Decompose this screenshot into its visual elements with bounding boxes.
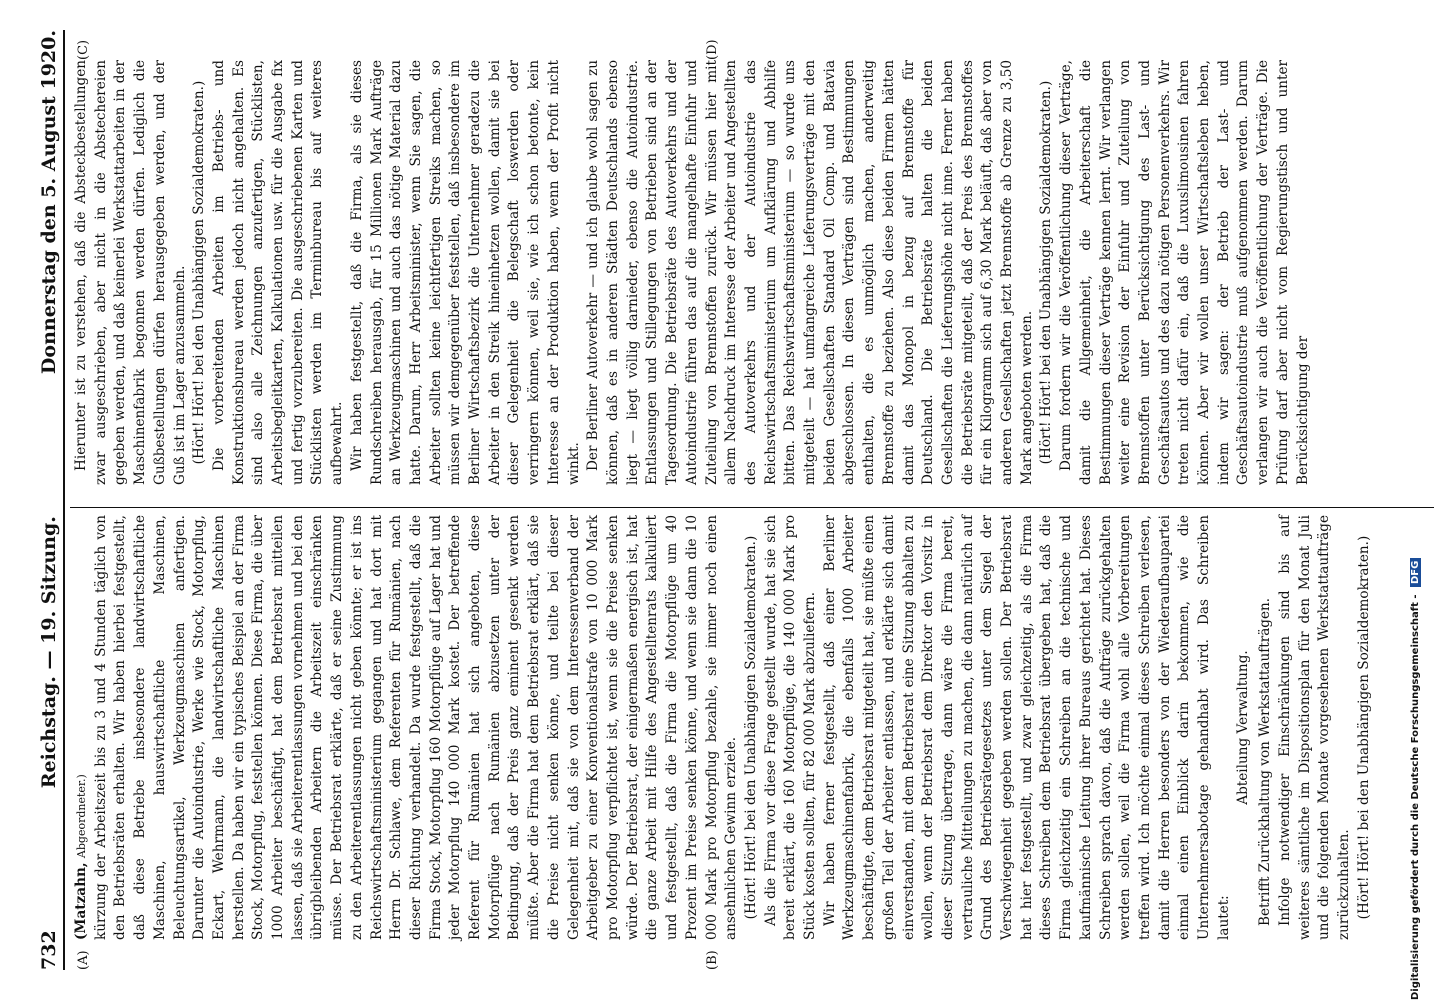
right-paragraph-2: Die vorbereitenden Arbeiten im Betriebs- und Konstruktionsbureau werden jedoch nicht angehalten. Es sind also alle Zeichnungen anzufertigen, Stücklisten, Arbeitsbegleitkarten, Kalkulationen usw. für die Ausgabe fix und fertig vorzubereiten. Die ausgeschriebenen Karten und Stücklisten werden im Terminbureau bis auf weiteres aufbewahrt. [210,60,346,485]
speaker-name: (Matzahn, [73,862,89,940]
left-column [72,515,1374,940]
session-title: Reichstag. — 19. Sitzung. [38,516,60,789]
dfg-logo: DFG [1410,558,1421,587]
right-interjection-2: (Hört! Hört! bei den Unabhängigen Sozialdemokraten.) [1038,80,1055,465]
right-paragraph-5: Darum fordern wir die Veröffentlichung dieser Verträge, damit die Allgemeinheit, die Arbeiterschaft die Bestimmungen dieser Verträge kennen lernt. Wir verlangen weiter eine Revision der Einfuhr und Zuteilung von Brennstoffen unter Berücksichtigung des Last- und Geschäftsautos und des dazu nötigen Personenverkehrs. Wir treten nicht dafür ein, daß die Luxuslimousinen fahren können. Aber wir wollen unser Wirtschaftsleben heben, indem wir sagen: der Betrieb der Last- und Geschäftsautoindustrie muß aufgenommen werden. Darum verlangen wir auch die Veröffentlichung der Verträge. Die Prüfung darf aber nicht vom Regierungstisch und unter Berücksichtigung der [1058,60,1311,485]
right-column [72,60,1313,485]
session-date: Donnerstag den 5. August 1920. [38,30,60,375]
right-paragraph-4: Der Berliner Autoverkehr — und ich glaube wohl sagen zu können, daß es in anderen Städten Deutschlands ebenso liegt — liegt völlig darnieder, ebenso die Autoindustrie. Entlassungen und Stillegungen von Betrieben sind an der Tagesordnung. Die Betriebsräte des Autoverkehrs und der Autoindustrie führen das auf die mangelhafte Einfuhr und Zuteilung von Brennstoffen zurück. Wir müssen hier mit allem Nachdruck im Interesse der Arbeiter und Angestellten des Autoverkehrs und der Autoindustrie das Reichswirtschaftsministerium um Aufklärung und Abhilfe bitten. Das Reichswirtschaftsministerium — so wurde uns mitgeteilt — hat umfangreiche Lieferungsverträge mit den beiden Gesellschaften Standard Oil Comp. und Batavia abgeschlossen. In diesen Verträgen sind Bestimmungen enthalten, die es unmöglich machen, anderweitig Brennstoffe zu beziehen. Also diese beiden Firmen hätten damit das Monopol in bezug auf Brennstoffe für Deutschland. Die Betriebsräte halten die beiden Gesellschaften die Lieferungshöhe nicht inne. Ferner haben die Betriebsräte mitgeteilt, daß der Preis des Brennstoffes für ein Kilogramm sich auf 6,30 Mark beläuft, daß aber von anderen Gesellschaften jetzt Brennstoffe ab Grenze zu 3,50 Mark angeboten werden. [585,60,1035,485]
right-interjection-1: (Hört! Hört! bei den Unabhängigen Sozialdemokraten.) [191,80,208,465]
margin-marker-a: (A) [76,950,91,970]
margin-marker-b: (B) [705,950,720,970]
page-number: 732 [38,930,60,970]
margin-marker-c: (C) [76,39,91,60]
quote-subject: Betrifft Zurückhaltung von Werkstattaufträgen. [1257,597,1274,926]
left-interjection-1: (Hört! Hört! bei den Unabhängigen Sozialdemokraten.) [742,535,759,920]
right-paragraph-1: Hierunter ist zu verstehen, daß die Absteckbestellungen zwar ausgeschrieben, aber nicht in die Abstechereien gegeben werden, und daß keinerlei Werkstattarbeiten in der Maschinenfabrik begonnen werden dürfen. Lediglich die Gußbestellungen dürfen herausgegeben werden, und der Guß ist im Lager anzusammeln. [73,60,188,485]
page-header [30,30,60,970]
left-paragraph-1: kürzung der Arbeitszeit bis zu 3 und 4 Stunden täglich von den Betriebsräten erhalten. Wir haben hierbei festgestellt, daß diese Betriebe insbesondere landwirtschaftliche Maschinen, hauswirtschaftliche Maschinen, Beleuchtungsartikel, Werkzeugmaschinen anfertigen. Darunter die Autoindustrie, Werke wie Stock, Motorpflug, Eckart, Wehrmann, die landwirtschaftliche Maschinen herstellen. Da haben wir ein typisches Beispiel an der Firma Stock, Motorpflug, feststellen können. Diese Firma, die über 1000 Arbeiter beschäftigt, hat dem Betriebsrat mitteilen lassen, daß sie Arbeiterentlassungen vornehmen und bei den übrigbleibenden Arbeitern die Arbeitszeit einschränken müsse. Der Betriebsrat erklärte, daß er seine Zustimmung zu den Arbeiterentlassungen nicht geben könnte; er ist ins Reichswirtschaftsministerium gegangen und hat dort mit Herrn Dr. Schlawe, dem Referenten für Rumänien, nach dieser Richtung verhandelt. Da wurde festgestellt, daß die Firma Stock, Motorpflug 160 Motorpflüge auf Lager hat und jeder Motorpflug 140 000 Mark kostet. Der betreffende Referent für Rumänien hat sich angeboten, diese Motorpflüge nach Rumänien abzusetzen unter der Bedingung, daß der Preis ganz eminent gesenkt werden müßte. Aber die Firma hat dem Betriebsrat erklärt, daß sie die Preise nicht senken könne, und teilte bei dieser Gelegenheit mit, daß sie von dem Interessenverband der Arbeitgeber zu einer Konventionalstrafe von 10 000 Mark pro Motorpflug verpflichtet ist, wenn sie die Preise senken würde. Der Betriebsrat, der einigermaßen energisch ist, hat die ganze Arbeit mit Hilfe des Angestelltenrats kalkuliert und festgestellt, daß die Firma die Motorpflüge um 40 Prozent im Preise senken könne, und wenn sie dann die 10 000 Mark pro Motorpflug bezahle, sie immer noch einen ansehnlichen Gewinn erziele. [92,515,740,940]
speaker-line [72,515,92,940]
right-paragraph-3: Wir haben festgestellt, daß die Firma, als sie dieses Rundschreiben herausgab, für 15 Millionen Mark Aufträge an Werkzeugmaschinen und auch das nötige Material dazu hatte. Darum, Herr Arbeitsminister, wenn Sie sagen, die Arbeiter sollten keine leichtfertigen Streiks machen, so müssen wir demgegenüber feststellen, daß insbesondere im Berliner Wirtschaftsbezirk die Unternehmer geradezu die Arbeiter in den Streik hineinhetzen wollen, damit sie bei dieser Gelegenheit die Belegschaft loswerden oder verringern können, weil sie, wie ich schon betonte, kein Interesse an der Produktion haben, wenn der Profit nicht winkt. [348,60,582,485]
left-paragraph-3: Wir haben ferner festgestellt, daß einer Berliner Werkzeugmaschinenfabrik, die ebenfalls 1000 Arbeiter beschäftigte, dem Betriebsrat mitgeteilt hat, sie müßte einen großen Teil der Arbeiter entlassen, und erklärte sich damit einverstanden, mit dem Betriebsrat eine Sitzung abhalten zu wollen, wenn der Betriebsrat dem Direktor den Vorsitz in dieser Sitzung übertrage, dann wäre die Firma bereit, vertrauliche Mitteilungen zu machen, die dann natürlich auf Grund des Betriebsrätegesetzes unter dem Siegel der Verschwiegenheit gegeben werden sollen. Der Betriebsrat hat hier festgestellt, und zwar gleichzeitig, als die Firma dieses Schreiben dem Betriebsrat übergeben hat, daß die Firma gleichzeitig ein Schreiben an die technische und kaufmännische Leitung ihrer Bureaus gerichtet hat. Dieses Schreiben sprach davon, daß die Aufträge zurückgehalten werden sollen, weil die Firma wohl alle Vorbereitungen treffen wird. Ich möchte einmal dieses Schreiben verlesen, damit die Herren besonders von der Wiederaufbaupartei einmal einen Einblick darin bekommen, wie die Unternehmersabotage gehandhabt wird. Das Schreiben lautet: [821,515,1232,940]
margin-marker-d: (D) [705,39,720,60]
left-interjection-2: (Hört! Hört! bei den Unabhängigen Sozialdemokraten.) [1355,535,1372,920]
speaker-role: Abgeordneter.) [75,774,88,859]
quote-body: Infolge notwendiger Einschränkungen sind bis auf weiteres sämtliche im Dispositionsplan für den Monat Juli und die folgenden Monate vorgesehenen Werkstattaufträge zurückzuhalten. [1276,515,1352,940]
left-paragraph-2: Als die Firma vor diese Frage gestellt wurde, hat sie sich bereit erklärt, die 160 Motorpflüge, die 140 000 Mark pro Stück kosten sollten, für 82 000 Mark abzuliefern. [762,515,819,940]
digitization-text: Digitalisierung gefördert durch die Deutsche Forschungsgemeinschaft - [1410,594,1421,1000]
digitization-note [1406,0,1434,1000]
header-rule [63,30,65,970]
column-divider [70,507,1434,508]
quote-heading: Abteilung Verwaltung. [1235,650,1252,805]
digitization-text-wrap [1410,558,1421,1000]
